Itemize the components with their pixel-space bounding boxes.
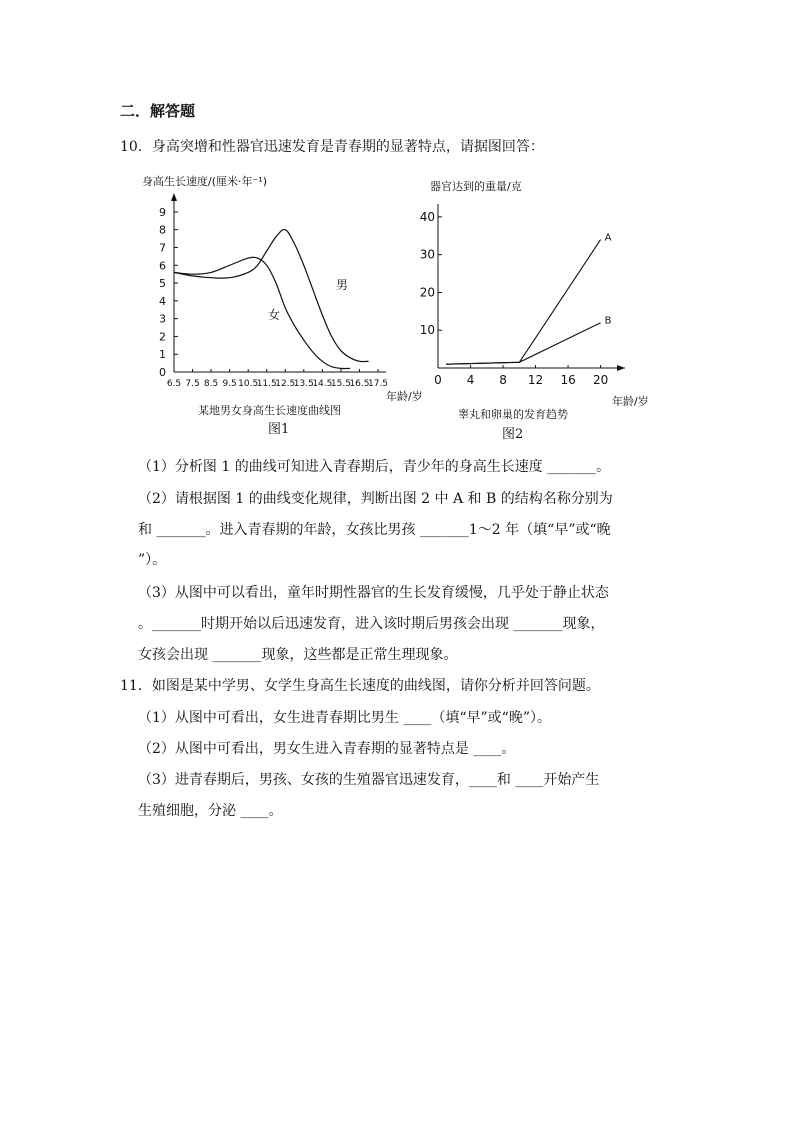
fig2-x-tick-label: 4 [466, 373, 475, 387]
q10-line-4: ”）。 [138, 552, 167, 568]
fig1-y-tick-label: 0 [159, 366, 166, 379]
fig2-y-axis-label: 器官达到的重量/克 [430, 180, 522, 193]
fig2-chart [420, 170, 670, 410]
fig1-x-tick-label: 13.5 [293, 379, 314, 389]
fig1-y-axis-label: 身高生长速度/(厘米·年⁻¹) [142, 175, 268, 188]
fig2-y-tick-label: 40 [419, 209, 435, 224]
fig1-x-tick-label: 12.5 [275, 379, 296, 389]
fig1-x-tick-label: 8.5 [203, 379, 219, 389]
fig2-x-tick-label: 12 [527, 373, 544, 387]
fig1-y-tick-label: 9 [159, 205, 166, 219]
fig1-x-tick-label: 16.5 [349, 379, 370, 389]
q10-stem: 10．身高突增和性器官迅速发育是青春期的显著特点，请据图回答： [120, 139, 544, 155]
fig1-y-tick-label: 1 [159, 348, 166, 362]
fig2-x-tick-label: 16 [560, 373, 576, 387]
fig1-label: 图1 [268, 422, 290, 437]
fig1-series-label-0: 男 [335, 278, 349, 292]
fig2-label: 图2 [502, 427, 524, 442]
fig1-series-line-0 [174, 230, 369, 362]
fig1-series-label-1: 女 [267, 308, 281, 322]
figure-1 [128, 165, 423, 414]
fig2-series-line-1 [446, 323, 600, 365]
fig2-y-tick-label: 20 [419, 285, 435, 300]
fig1-x-tick-label: 17.5 [367, 379, 389, 389]
q11-stem: 11．如图是某中学男、女学生身高生长速度的曲线图，请你分析并回答问题。 [120, 678, 600, 694]
fig1-y-arrow [171, 193, 177, 201]
q11-line-4: 生殖细胞，分泌 ____。 [138, 803, 283, 819]
fig2-x-axis-label: 年龄/岁 [612, 395, 649, 408]
q10-line-6: 。_______时期开始以后迅速发育，进入该时期后男孩会出现 _______现象， [138, 616, 605, 632]
fig1-x-tick-label: 10.5 [238, 379, 259, 389]
fig2-title: 睾丸和卵巢的发育趋势 [458, 408, 568, 421]
fig2-series-line-0 [446, 240, 600, 365]
fig2-series-label-1: B [604, 315, 612, 327]
fig1-y-tick-label: 7 [159, 241, 166, 255]
fig2-y-tick-label: 30 [419, 247, 435, 262]
section-title: 二．解答题 [120, 102, 196, 120]
fig1-x-tick-label: 7.5 [185, 379, 200, 389]
q10-line-3: 和 _______。进入青春期的年龄，女孩比男孩 _______1～2 年（填“早”或“晚 [138, 522, 611, 538]
q10-line-7: 女孩会出现 _______现象，这些都是正常生理现象。 [138, 647, 458, 663]
fig2-x-arrow [617, 365, 625, 371]
fig1-chart [128, 165, 423, 410]
q10-line-2: （2）请根据图 1 的曲线变化规律，判断出图 2 中 A 和 B 的结构名称分别为 [138, 491, 613, 507]
fig1-x-tick-label: 9.5 [222, 379, 237, 389]
fig1-x-tick-label: 11.5 [256, 379, 277, 389]
fig1-x-tick-label: 14.5 [312, 379, 333, 389]
fig1-x-tick-label: 6.5 [166, 379, 182, 389]
q10-line-5: （3）从图中可以看出，童年时期性器官的生长发育缓慢，几乎处于静止状态 [138, 585, 609, 601]
fig2-x-tick-label: 8 [499, 373, 507, 387]
fig1-x-tick-label: 15.5 [330, 379, 351, 389]
figure-2 [420, 170, 670, 414]
fig1-y-tick-label: 8 [159, 223, 166, 237]
fig1-y-tick-label: 3 [159, 312, 166, 326]
fig2-x-tick-label: 20 [592, 373, 609, 387]
fig1-y-tick-label: 5 [159, 277, 166, 291]
q11-line-2: （2）从图中可看出，男女生进入青春期的显著特点是 ____。 [138, 741, 516, 757]
q10-line-1: （1）分析图 1 的曲线可知进入青春期后，青少年的身高生长速度 _______。 [138, 459, 611, 475]
fig1-y-tick-label: 2 [159, 330, 166, 344]
fig2-x-tick-label: 0 [434, 373, 442, 387]
fig2-y-tick-label: 10 [419, 323, 435, 338]
fig1-series-line-1 [174, 257, 350, 368]
fig1-y-tick-label: 6 [159, 259, 166, 273]
fig1-title: 某地男女身高生长速度曲线图 [198, 404, 341, 417]
fig1-y-tick-label: 4 [159, 294, 166, 308]
fig2-series-label-0: A [604, 232, 612, 244]
q11-line-1: （1）从图中可看出，女生进青春期比男生 ____（填“早”或“晚”）。 [138, 710, 551, 726]
q11-line-3: （3）进青春期后，男孩、女孩的生殖器官迅速发育，____和 ____开始产生 [138, 772, 600, 788]
fig1-x-axis-label: 年龄/岁 [386, 390, 423, 403]
